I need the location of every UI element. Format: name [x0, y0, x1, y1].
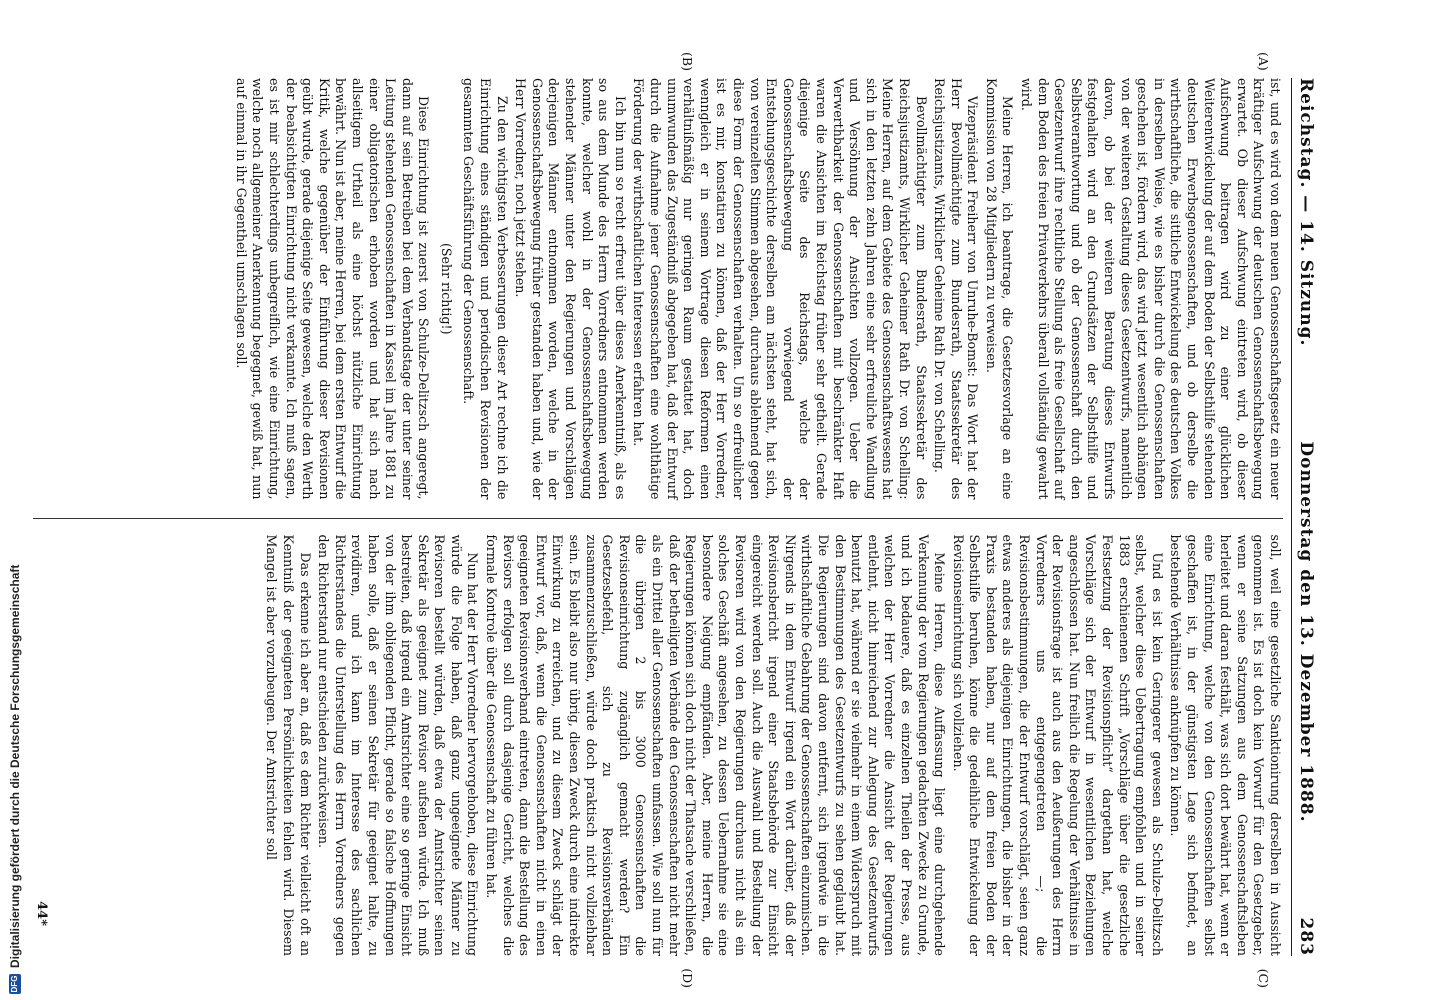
header-left: Reichstag. — 14. Sitzung. — [1296, 78, 1316, 347]
signature-number: 44* — [34, 901, 49, 926]
text-columns — [33, 52, 1283, 988]
column-right — [33, 518, 1283, 988]
paragraph: Nun hat der Herr Vorredner hervorgehoben, diese Einrichtung würde die Folge haben, daß ganz ungeeignete Männer zu Revisoren bestellt würden, daß etwa der Amtsrichter seinen Sekretär als geeignet zum Revisor aufsehen würde. Ich muß bestreiten, daß irgend ein Amtsrichter eine so geringe Einsicht von der ihm obliegenden Pflicht, gerade so falsche Hoffnungen haben solle, daß er seinen Sekretär für geeignet halte, zu revidiren, und ich kann im Interesse des sachlichen Richterstandes die Unterstellung des Herrn Vorredners gegen den Richterstand nur entschieden zurückweisen. — [316, 534, 481, 956]
paragraph: Diese Einrichtung ist zuerst von Schulze-Delitzsch angeregt, dann auf sein Betreiben bei dem Verbandstage der unter seiner Leitung stehenden Genossenschaften in Kassel im Jahre 1881 zu einer obligatorischen erhoben worden und hat sich nach allseitigem Urtheil als eine höchst nützliche Einrichtung bewährt. Nun ist aber, meine Herren, bei dem ersten Entwurf die Kritik, welche gegenüber der Einführung dieser Revisionen geübt wurde, gerade diejenige Seite gewesen, welche den Werth der beabsichtigten Einrichtung nicht verkannte. Ich muß sagen, es ist mir schlechterdings unbegreiflich, wie eine Einrichtung, welche noch allgemeiner Anerkennung begegnet, gewiß hat, nun auf einmal in ihr Gegentheil umschlagen soll. — [233, 78, 432, 500]
paragraph: soll, weil eine gesetzliche Sanktionirung derselben in Aussicht genommen ist. Es ist doch kein Vorwurf für den Gesetzgeber, wenn er seine Satzungen aus dem Genossenschaftsleben herleitet und daran festhält, was sich dort bewährt hat, wenn er eine Einrichtung, welche von den Genossenschaften selbst geschaffen ist, in der günstigsten Lage sich befindet, an bestehende Verhältnisse anknüpfen zu können. — [1168, 534, 1283, 956]
margin-marker-b: (B) — [680, 52, 695, 71]
margin-marker-d: (D) — [680, 968, 695, 988]
paragraph: Ich bin nun so recht erfreut über dieses Anerkenntniß, als es so aus dem Munde des Herrn Vorredners entnommen werden konnte, welcher wohl in der Genossenschaftsbewegung stehender Männer unter den Regierungen und Vorschlägen derjenigen Männer entnommen worden, welche in der Genossenschaftsbewegung früher gestanden haben und, wie der Herr Vorredner, noch jetzt stehen. — [513, 78, 628, 500]
margin-marker-a: (A) — [1256, 52, 1271, 71]
speaker-intro: Vizepräsident Freiherr von Unruhe-Bomst: Das Wort hat der Herr Bevollmächtigte zum Bundesrath, Staatssekretär des Reichsjustizamts, Wirklicher Geheime Rath Dr. von Schelling. — [932, 78, 981, 500]
header-date: Donnerstag den 13. Dezember 1888. — [1296, 441, 1316, 823]
paragraph: ist, und es wird von dem neuen Genossenschaftsgesetz ein neuer kräftiger Aufschwung der deutschen Genossenschaftsbewegung erwartet. Ob dieser Aufschwung eintreten wird, ob dieser Aufschwung beitragen wird zu einer glücklichen Weiterentwickelung der auf dem Boden der Selbsthilfe stehenden deutschen Erwerbsgenossenschaften, und ob derselbe die wirthschaftliche, die sittliche Entwickelung des deutschen Volkes in derselben Weise, wie es bisher durch die Genossenschaften geschehen ist, fördern wird, das wird jetzt wesentlich abhängen von der weiteren Gestaltung dieses Gesetzentwurfs, namentlich davon, ob bei der weiteren Beratung dieses Entwurfs festgehalten wird an den Grundsätzen der Selbsthilfe und Selbstverantwortung und ob der Genossenschaft durch den Gesetzentwurf ihre rechtliche Stellung als freie Gesellschaft auf dem Boden des freien Privatverkehrs überall vollständig gewahrt wird. — [1019, 78, 1283, 500]
page-header — [1291, 78, 1330, 956]
paragraph: Bevollmächtigter zum Bundesrath, Staatssekretär des Reichsjustizamts, Wirklicher Geheimer Rath Dr. von Schelling: Meine Herren, auf dem Gebiete des Genossenschaftswesens hat sich in den letzten zehn Jahren eine sehr erfreuliche Wandlung und Versöhnung der Ansichten vollzogen. Ueber die Verwerthbarkeit der Genossenschaften mit beschränkter Haft waren die Ansichten im Reichstag früher sehr getheilt. Gerade diejenige Seite des Reichstags, welche der Genossenschaftsbewegung vorwiegend der Entstehungsgeschichte derselben am nächsten steht, hat sich, von vereinzelten Stimmen abgesehen, durchaus ablehnend gegen diese Form der Genossenschaften verhalten. Um so erfreulicher ist es mir, konstatiren zu können, daß der Herr Vorredner, wenngleich er in seinem Vortrage diesen Reformen einen verhältnißmäßig nur geringen Raum gestattet hat, doch unumwunden das Zugeständniß abgegeben hat, daß der Entwurf durch die Aufnahme jener Genossenschaften eine wohlthätige Förderung der wirthschaftlichen Interessen erfahren hat. — [631, 78, 929, 500]
paragraph: Meine Herren, diese Auffassung liegt eine durchgehende Verkennung der vom Regierungen gedachten Zwecke zu Grunde, und ich bedauere, daß es einzelnen Theilen der Presse, aus welchen der Herr Vorredner die Ansicht der Regierungen entlehnt, nicht hinreichend zur Anlegung des Gesetzentwurfs benutzt hat, während er sie vielmehr in einem Widerspruch mit den Bestimmungen des Gesetzentwurfs zu sehen geglaubt hat. Die Regierungen sind davon entfernt, sich irgendwie in die wirthschaftliche Gebahrung der Genossenschaften einzumischen. Nirgends in dem Entwurf irgend ein Wort darüber, daß der Revisionsbericht irgend einer Staatsbehörde zur Einsicht eingereicht werden soll. Auch die Auswahl und Bestellung der Revisoren wird von den Regierungen durchaus nicht als ein solches Geschäft angesehen, zu dessen Uebernahme sie eine besondere Neigung empfänden. Aber, meine Herren, die Regierungen können sich doch nicht der Thatsache verschließen, daß der betheiligten Verbände den Genossenschaften nicht mehr als ein Drittel aller Genossenschaften umfassen. Wie soll nun für die übrigen 2 bis 3000 Genossenschaften die Revisionseinrichtung zugänglich gemacht werden? Ein Gesetzesbefehl, sich zu Revisionsverbänden zusammenzuschließen, würde doch praktisch nicht vollziehbar sein. Es bleibt also nur übrig, diesen Zweck durch eine indirekte Einwirkung zu erreichen, und zu diesem Zweck schlägt der Entwurf vor, daß, wenn die Genossenschaften nicht in einen geeigneten Revisionsverband eintreten, dann die Bestellung des Revisors erfolgen soll durch dasjenige Gericht, welches die formale Kontrole über die Genossenschaft zu führen hat. — [484, 534, 948, 956]
paragraph: Und es ist kein Geringerer gewesen als Schulze-Delitzsch selbst, welcher diese Uebertragung empfohlen und in seiner 1883 erschienenen Schrift „Vorschläge über die gesetzliche Festsetzung der Revisionspflicht“ dargethan hat, welche Vorschläge sich der Entwurf in wesentlichen Beziehungen angeschlossen hat. Nun freilich die Regelung der Verhältnisse in der Revisionsfrage ist auch aus den Aeußerungen des Herrn Vorredners uns entgegengetreten —; die Revisionsbestimmungen, die der Entwurf vorschlägt, seien ganz etwas anderes als diejenigen Einrichtungen, die bisher in der Praxis bestanden haben, nur auf dem freien Boden der Selbsthilfe beruhen, könne die gedeihliche Entwickelung der Revisionseinrichtung sich vollziehen. — [950, 534, 1165, 956]
digitization-credit — [4, 0, 26, 1000]
page-number: 283 — [1296, 917, 1316, 956]
paragraph: Das erkenne ich aber an, daß es dem Richter vielleicht oft an Kenntniß der geeigneten Persönlichkeiten fehlen wird. Diesem Mangel ist aber vorzubeugen. Der Amtsrichter soll — [264, 534, 313, 956]
column-left — [33, 52, 1283, 500]
interjection: (Sehr richtig!) — [438, 243, 454, 335]
margin-marker-c: (C) — [1256, 968, 1271, 988]
dfg-logo: DFG — [10, 975, 19, 993]
paragraph: Zu den wichtigsten Verbesserungen dieser Art rechne ich die Einrichtung eines ständigen und periodischen Revisionen der gesammten Geschäftsführung der Genossenschaft. — [461, 78, 510, 500]
paragraph: Meine Herren, ich beantrage, die Gesetzesvorlage an eine Kommission von 28 Mitgliedern zu verweisen. — [983, 78, 1016, 500]
credit-text: Digitalisierung gefördert durch die Deutsche Forschungsgemeinschaft — [8, 564, 22, 968]
